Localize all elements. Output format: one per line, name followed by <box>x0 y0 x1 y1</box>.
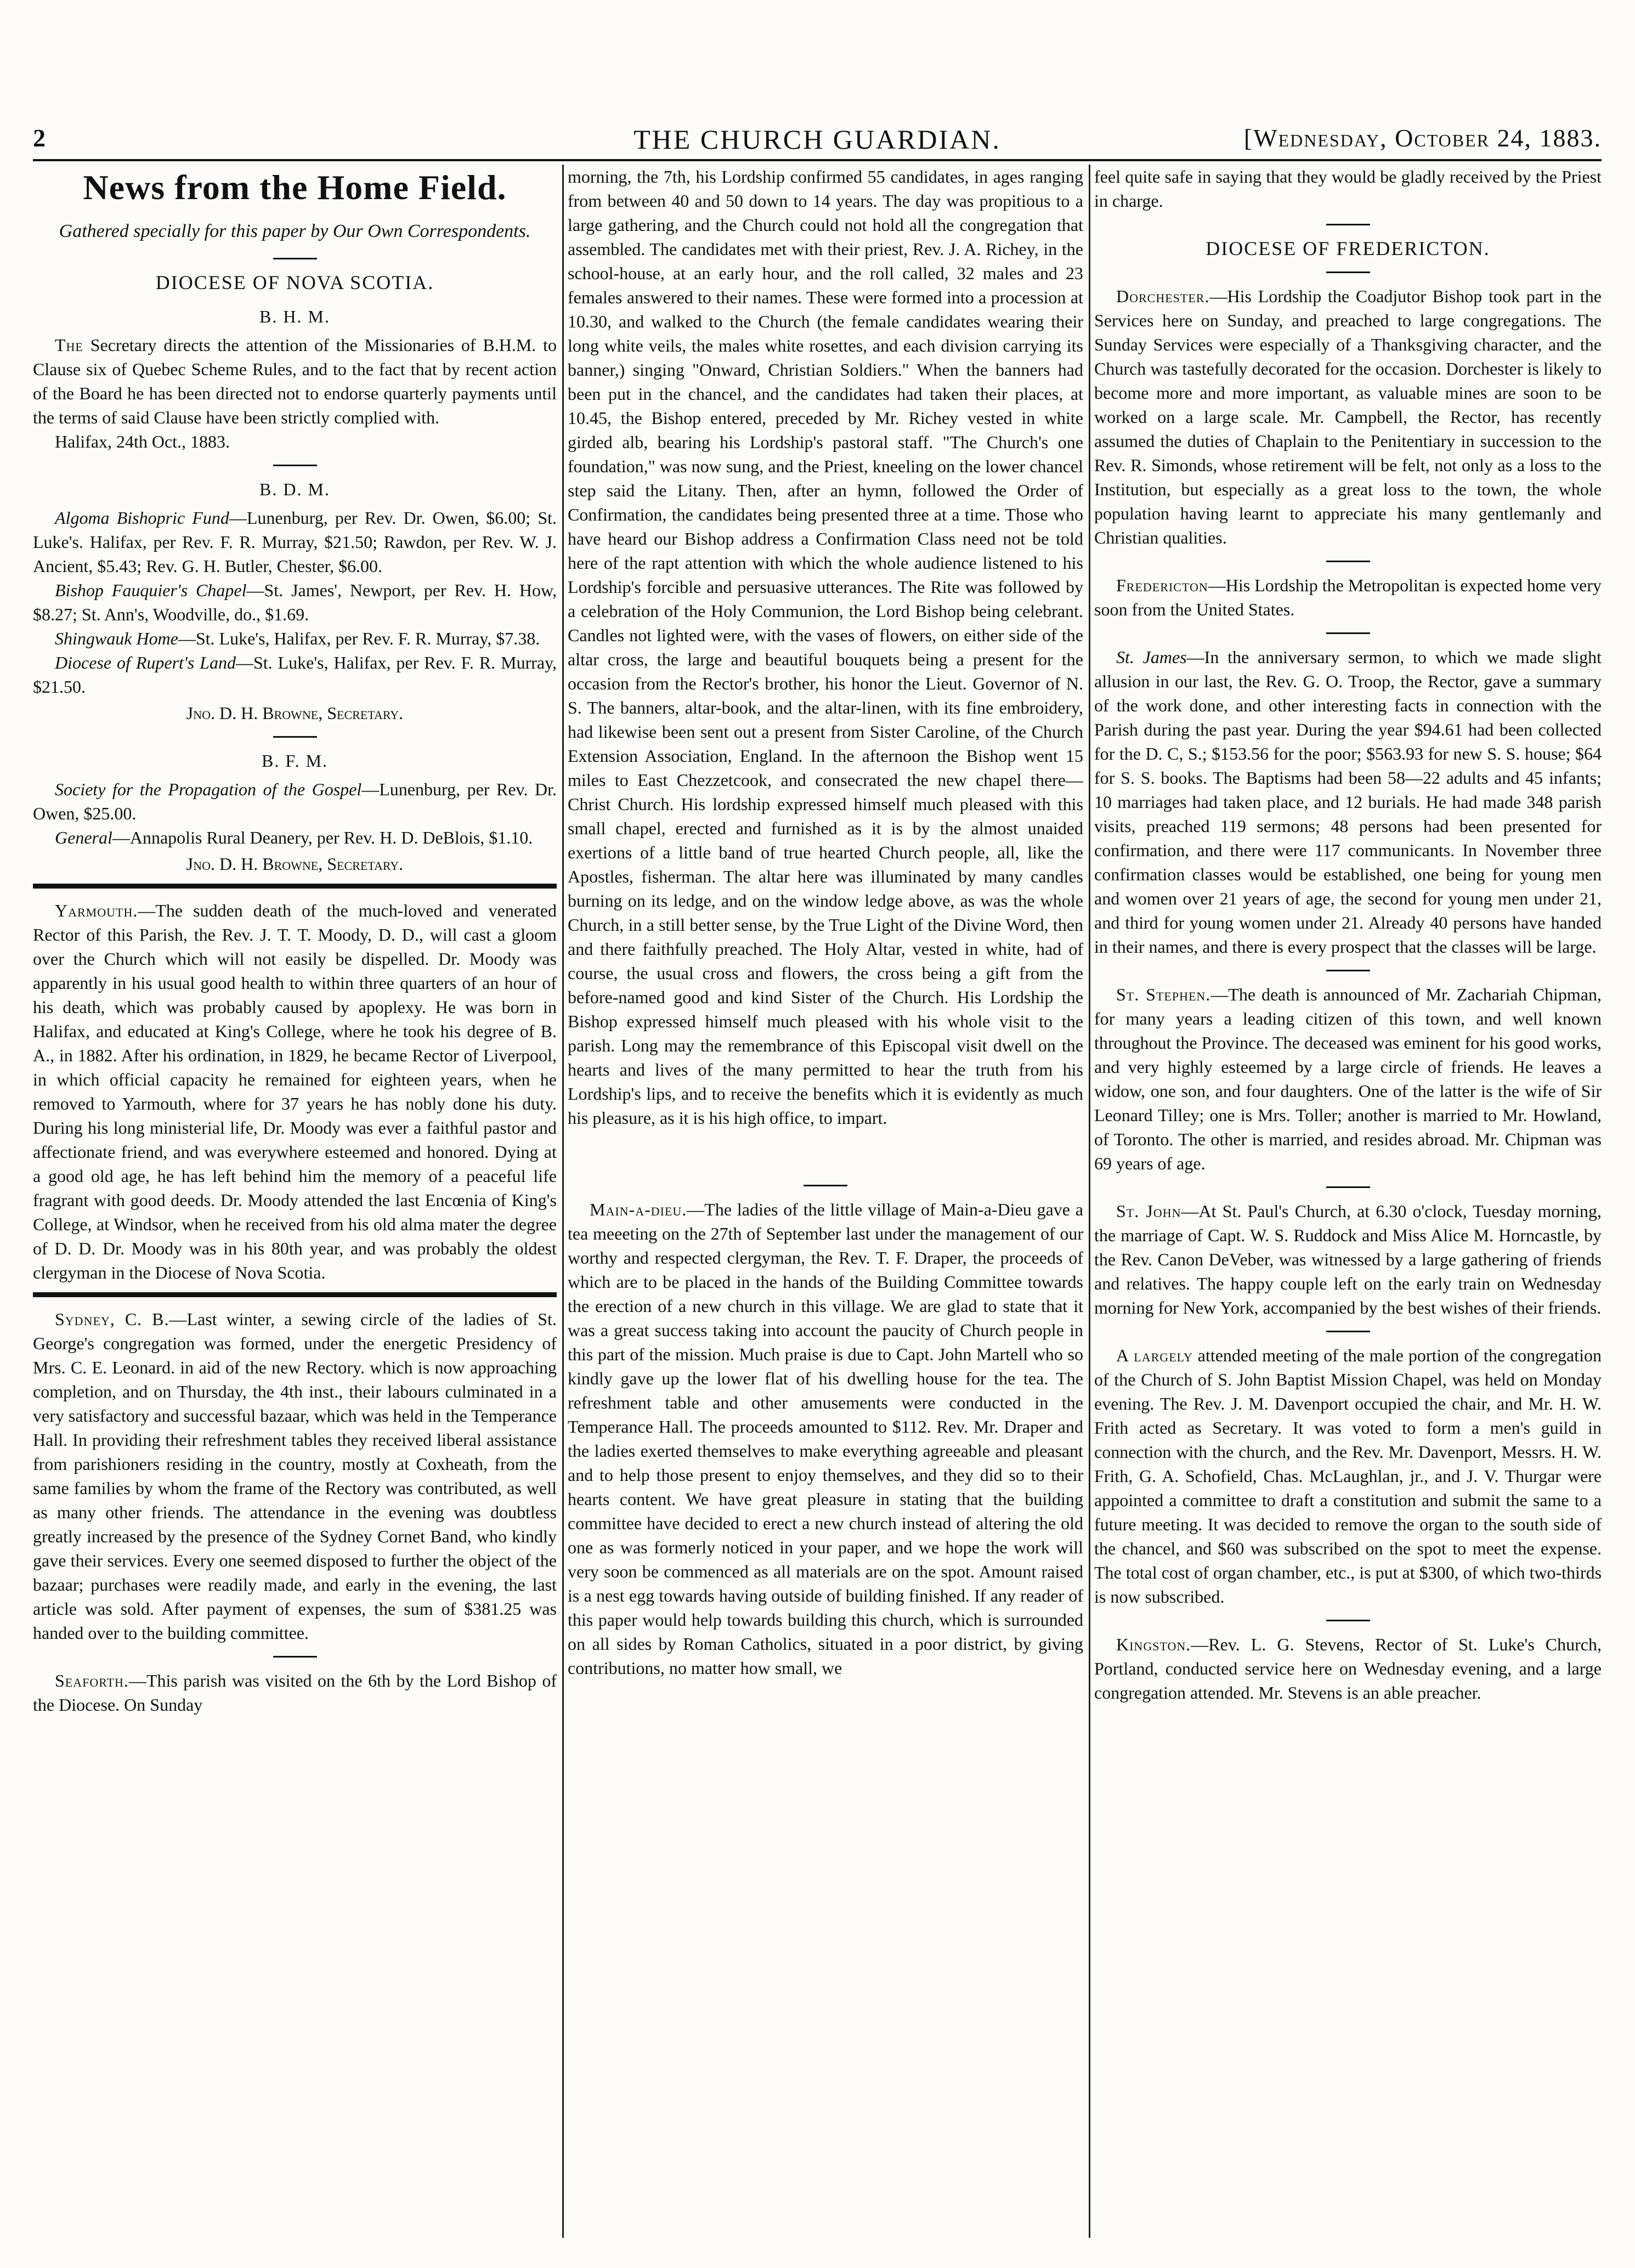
page-number: 2 <box>33 124 46 152</box>
article-dorchester: Dorchester.—His Lordship the Coadjutor Bishop took part in the Services here on Sunday, and preached to large congregations. The Sunday Services were especially of a Thanksgiving character, and the Church was tastefully decorated for the occasion. Dorchester is likely to become more and more important, as valuable mines are soon to be worked on a large scale. Mr. Campbell, the Rector, has recently assumed the duties of Chaplain to the Penitentiary in succession to the Rev. R. Simonds, whose retirement will be felt, not only as a loss to the Institution, but especially as a great loss to the town, the whole population having learnt to appreciate his many gentlemanly and Christian qualities. <box>1094 286 1602 547</box>
masthead: THE CHURCH GUARDIAN. <box>633 124 1001 155</box>
bhm-notice: The Secretary directs the attention of the Missionaries of B.H.M. to Clause six of Quebec Scheme Rules, and to the fact that by recent action of the Board he has been directed not to endorse quarterly payments until the terms of said Clause have been strictly complied with. <box>33 335 557 427</box>
separator <box>804 1185 847 1186</box>
bdm-entry: Diocese of Rupert's Land—St. Luke's, Halifax, per Rev. F. R. Murray, $21.50. <box>33 653 557 697</box>
article-mission-chapel-meeting: A largely attended meeting of the male portion of the congregation of the Church of S. John Baptist Mission Chapel, was held on Monday evening. The Rev. J. M. Davenport occupied the chair, and Mr. H. W. Frith acted as Secretary. It was voted to form a men's guild in connection with the church, and the Rev. Mr. Davenport, Messrs. H. W. Frith, G. A. Schofield, Chas. McLaughlan, jr., and J. V. Thurgar were appointed a committee to draft a constitution and submit the same to a future meeting. It was decided to remove the organ to the south side of the chancel, and $60 was subscribed on the spot to meet the expense. The total cost of organ chamber, etc., is put at $300, of which two-thirds is now subscribed. <box>1094 1345 1602 1607</box>
separator <box>273 258 317 259</box>
header-rule <box>33 159 1602 161</box>
separator <box>1326 561 1370 562</box>
separator <box>273 465 317 466</box>
article-seaforth-continued: morning, the 7th, his Lordship confirmed 55 candidates, in ages ranging from between 40 and 50 down to 14 years. The day was propitious to a large gathering, and the Church could not hold all the congregation that assembled. The candidates met with their priest, Rev. J. A. Richey, in the school-house, at an early hour, and the roll called, 32 males and 23 females answered to their names. These were formed into a procession at 10.30, and walked to the Church (the female candidates wearing their long white veils, the males white rosettes, and each division carrying its banner,) singing "Onward, Christian Soldiers." When the banners had been put in the chancel, and the candidates had taken their places, at 10.45, the Bishop entered, preceded by Mr. Richey vested in white girded alb, bearing his Lordship's pastoral staff. "The Church's one foundation," was now sung, and the Priest, kneeling on the lower chancel step said the Litany. Then, after an hymn, followed the Order of Confirmation, the candidates being presented three at a time. Those who have heard our Bishop address a Confirmation Class need not be told here of the rapt attention with which the whole audience listened to his Lordship's forcible and persuasive utterances. The Rite was followed by a celebration of the Holy Communion, the Lord Bishop being celebrant. Candles not lighted were, with the vases of flowers, on either side of the altar cross, the large and beautiful bouquets being a present for the occasion from the Rector's brother, his honor the Lieut. Governor of N. S. The banners, altar-book, and the altar-linen, with its fine embroidery, had likewise been sent out a present from Sister Caroline, of the Church Extension Association, England. In the afternoon the Bishop went 15 miles to East Chezzetcook, and consecrated the new chapel there—Christ Church. His lordship expressed himself much pleased with this small chapel, erected and furnished as it is by the almost unaided exertions of a little band of true hearted Church people, all, like the Apostles, fisherman. The altar here was illuminated by many candles burning on its ledge, and on the window ledge above, as was the whole Church, in a still better sense, by the True Light of the Divine Word, then and there faithfully preached. The Holy Altar, vested in white, had of course, the usual cross and flowers, the cross being a gift from the before-named good and kind Sister of the Church. His Lordship the Bishop expressed himself much pleased with his whole visit to the parish. Long may the remembrance of this Episcopal visit dwell on the hearts and lives of the many permitted to hear the truth from his Lordship's lips, and to receive the benefits which it is evidently as much his pleasure, as it is his high office, to impart. <box>568 167 1083 1128</box>
article-kingston: Kingston.—Rev. L. G. Stevens, Rector of St. Luke's Church, Portland, conducted service here on Wednesday evening, and a large congregation attended. Mr. Stevens is an able preacher. <box>1094 1634 1602 1703</box>
column-2 <box>568 165 1083 2238</box>
spacer <box>568 1130 1083 1174</box>
separator <box>1326 970 1370 971</box>
section-subhead: Gathered specially for this paper by Our Own Correspondents. <box>59 221 531 241</box>
bfm-entry: Society for the Propagation of the Gospel—Lunenburg, per Rev. Dr. Owen, $25.00. <box>33 779 557 823</box>
issue-date: [Wednesday, October 24, 1883. <box>1243 124 1602 152</box>
separator <box>273 736 317 738</box>
separator <box>1326 1186 1370 1188</box>
secretary-signature: Jno. D. H. Browne, Secretary. <box>186 854 404 874</box>
separator <box>273 1656 317 1658</box>
article-seaforth: Seaforth.—This parish was visited on the 6th by the Lord Bishop of the Diocese. On Sunday <box>33 1671 557 1715</box>
heavy-rule <box>33 1292 557 1297</box>
column-1 <box>33 165 557 2238</box>
article-st-stephen: St. Stephen.—The death is announced of Mr. Zachariah Chipman, for many years a leading citizen of this town, and well known throughout the Province. The deceased was eminent for his good works, and very highly esteemed by a large circle of friends. He leaves a widow, one son, and four daughters. One of the latter is the wife of Sir Leonard Tilley; one is Mrs. Toller; another is married to Mr. Howland, of Toronto. The other is married, and resides abroad. Mr. Chipman was 69 years of age. <box>1094 985 1602 1173</box>
separator <box>1326 224 1370 225</box>
article-main-a-dieu-continued: feel quite safe in saying that they would be gladly received by the Priest in charge. <box>1094 167 1602 211</box>
article-sydney: Sydney, C. B.—Last winter, a sewing circle of the ladies of St. George's congregation was formed, under the energetic Presidency of Mrs. C. E. Leonard. in aid of the new Rectory. which is now approaching completion, and on Thursday, the 4th inst., their labours culminated in a very satisfactory and successful bazaar, which was held in the Temperance Hall. In providing their refreshment tables they received liberal assistance from parishioners residing in the country, mostly at Coxheath, from the same families by whom the frame of the Rectory was contributed, as well as many other friends. The attendance in the evening was doubtless greatly increased by the presence of the Sydney Cornet Band, who kindly gave their services. Every one seemed disposed to further the object of the bazaar; purchases were readily made, and early in the evening, the last article was sold. After payment of expenses, the sum of $381.25 was handed over to the building committee. <box>33 1309 557 1643</box>
bdm-heading: B. D. M. <box>259 479 330 499</box>
article-fredericton: Fredericton—His Lordship the Metropolitan is expected home very soon from the United States. <box>1094 575 1602 619</box>
bdm-entry: Shingwauk Home—St. Luke's, Halifax, per Rev. F. R. Murray, $7.38. <box>55 629 540 648</box>
column-divider <box>562 165 564 2238</box>
column-3 <box>1094 165 1602 2238</box>
bfm-entry: General—Annapolis Rural Deanery, per Rev. H. D. DeBlois, $1.10. <box>55 828 533 847</box>
article-yarmouth: Yarmouth.—The sudden death of the much-loved and venerated Rector of this Parish, the Rev. J. T. T. Moody, D. D., will cast a gloom over the Church which will not easily be dispelled. Dr. Moody was apparently in his usual good health to within three quarters of an hour of his death, which was probably caused by apoplexy. He was born in Halifax, and educated at King's College, where he took his degree of B. A., in 1882. After his ordination, in 1829, he became Rector of Liverpool, in which official capacity he remained for eighteen years, when he removed to Yarmouth, where for 37 years he has nobly done his duty. During his long ministerial life, Dr. Moody was ever a faithful pastor and affectionate friend, and was everywhere esteemed and honored. Dying at a good old age, he has left behind him the memory of a peaceful life fragrant with good deeds. Dr. Moody attended the last Encœnia of King's College, at Windsor, when he received from his old alma mater the degree of D. D. Dr. Moody was in his 80th year, and was probably the oldest clergyman in the Diocese of Nova Scotia. <box>33 901 557 1282</box>
section-headline: News from the Home Field. <box>83 168 507 207</box>
separator <box>1326 632 1370 634</box>
heavy-rule <box>33 884 557 889</box>
bdm-entry: Algoma Bishopric Fund—Lunenburg, per Rev. Dr. Owen, $6.00; St. Luke's. Halifax, per Rev. F. R. Murray, $21.50; Rawdon, per Rev. W. J. Ancient, $5.43; Rev. G. H. Butler, Chester, $6.00. <box>33 508 557 576</box>
bfm-heading: B. F. M. <box>261 751 329 771</box>
article-main-a-dieu: Main-a-dieu.—The ladies of the little village of Main-a-Dieu gave a tea meeeting on the 27th of September last under the management of our worthy and respected clergyman, the Rev. T. F. Draper, the proceeds of which are to be placed in the hands of the Building Committee towards the erection of a new church in this village. We are glad to state that it was a great success taking into account the paucity of Church people in this part of the mission. Much praise is due to Capt. John Martell who so kindly gave up the lower flat of his dwelling house for the tea. The refreshment table and other amusements were conducted in the Temperance Hall. The proceeds amounted to $112. Rev. Mr. Draper and the ladies exerted themselves to make everything agreeable and pleasant and to help those present to enjoy themselves, and they did so to their hearts content. We have great pleasure in stating that the building committee have decided to erect a new church instead of altering the old one as was formerly noticed in your paper, and we hope the work will very soon be commenced as all materials are on the spot. Amount raised is a nest egg towards having outside of building finished. If any reader of this paper would help towards building this church, which is surrounded on all sides by Roman Catholics, situated in a poor district, by giving contributions, no matter how small, we <box>568 1200 1083 1678</box>
bhm-heading: B. H. M. <box>259 307 330 326</box>
separator <box>1326 1331 1370 1332</box>
bhm-date: Halifax, 24th Oct., 1883. <box>55 432 230 451</box>
article-st-james: St. James—In the anniversary sermon, to which we made slight allusion in our last, the Rev. G. O. Troop, the Rector, gave a summary of the work done, and other interesting facts in connection with the Parish during the past year. During the year $94.61 had been collected for the D. C, S.; $153.56 for the poor; $563.93 for new S. S. house; $64 for S. S. books. The Baptisms had been 58—22 adults and 45 infants; 10 marriages had taken place, and 12 burials. He had made 348 parish visits, preached 119 sermons; 48 persons had been presented for confirmation, and there were 117 communicants. In November three confirmation classes would be established, one being for young men and women over 21 years of age, the second for young men under 21, and third for young women under 21. Already 40 persons have handed in their names, and there is every prospect that the classes will be large. <box>1094 647 1602 957</box>
separator <box>1326 1620 1370 1621</box>
secretary-signature: Jno. D. H. Browne, Secretary. <box>186 703 404 723</box>
article-st-john: St. John—At St. Paul's Church, at 6.30 o'clock, Tuesday morning, the marriage of Capt. W. S. Ruddock and Miss Alice M. Horncastle, by the Rev. Canon DeVeber, was witnessed by a large gathering of friends and relatives. The happy couple left on the early train on Wednesday morning for New York, accompanied by the best wishes of their friends. <box>1094 1201 1602 1317</box>
diocese-heading: DIOCESE OF NOVA SCOTIA. <box>155 272 434 293</box>
bdm-entry: Bishop Fauquier's Chapel—St. James', Newport, per Rev. H. How, $8.27; St. Ann's, Woodville, do., $1.69. <box>33 580 557 624</box>
column-divider <box>1089 165 1090 2238</box>
diocese-heading: DIOCESE OF FREDERICTON. <box>1206 237 1490 259</box>
separator <box>1326 272 1370 273</box>
page-header <box>33 123 1602 156</box>
